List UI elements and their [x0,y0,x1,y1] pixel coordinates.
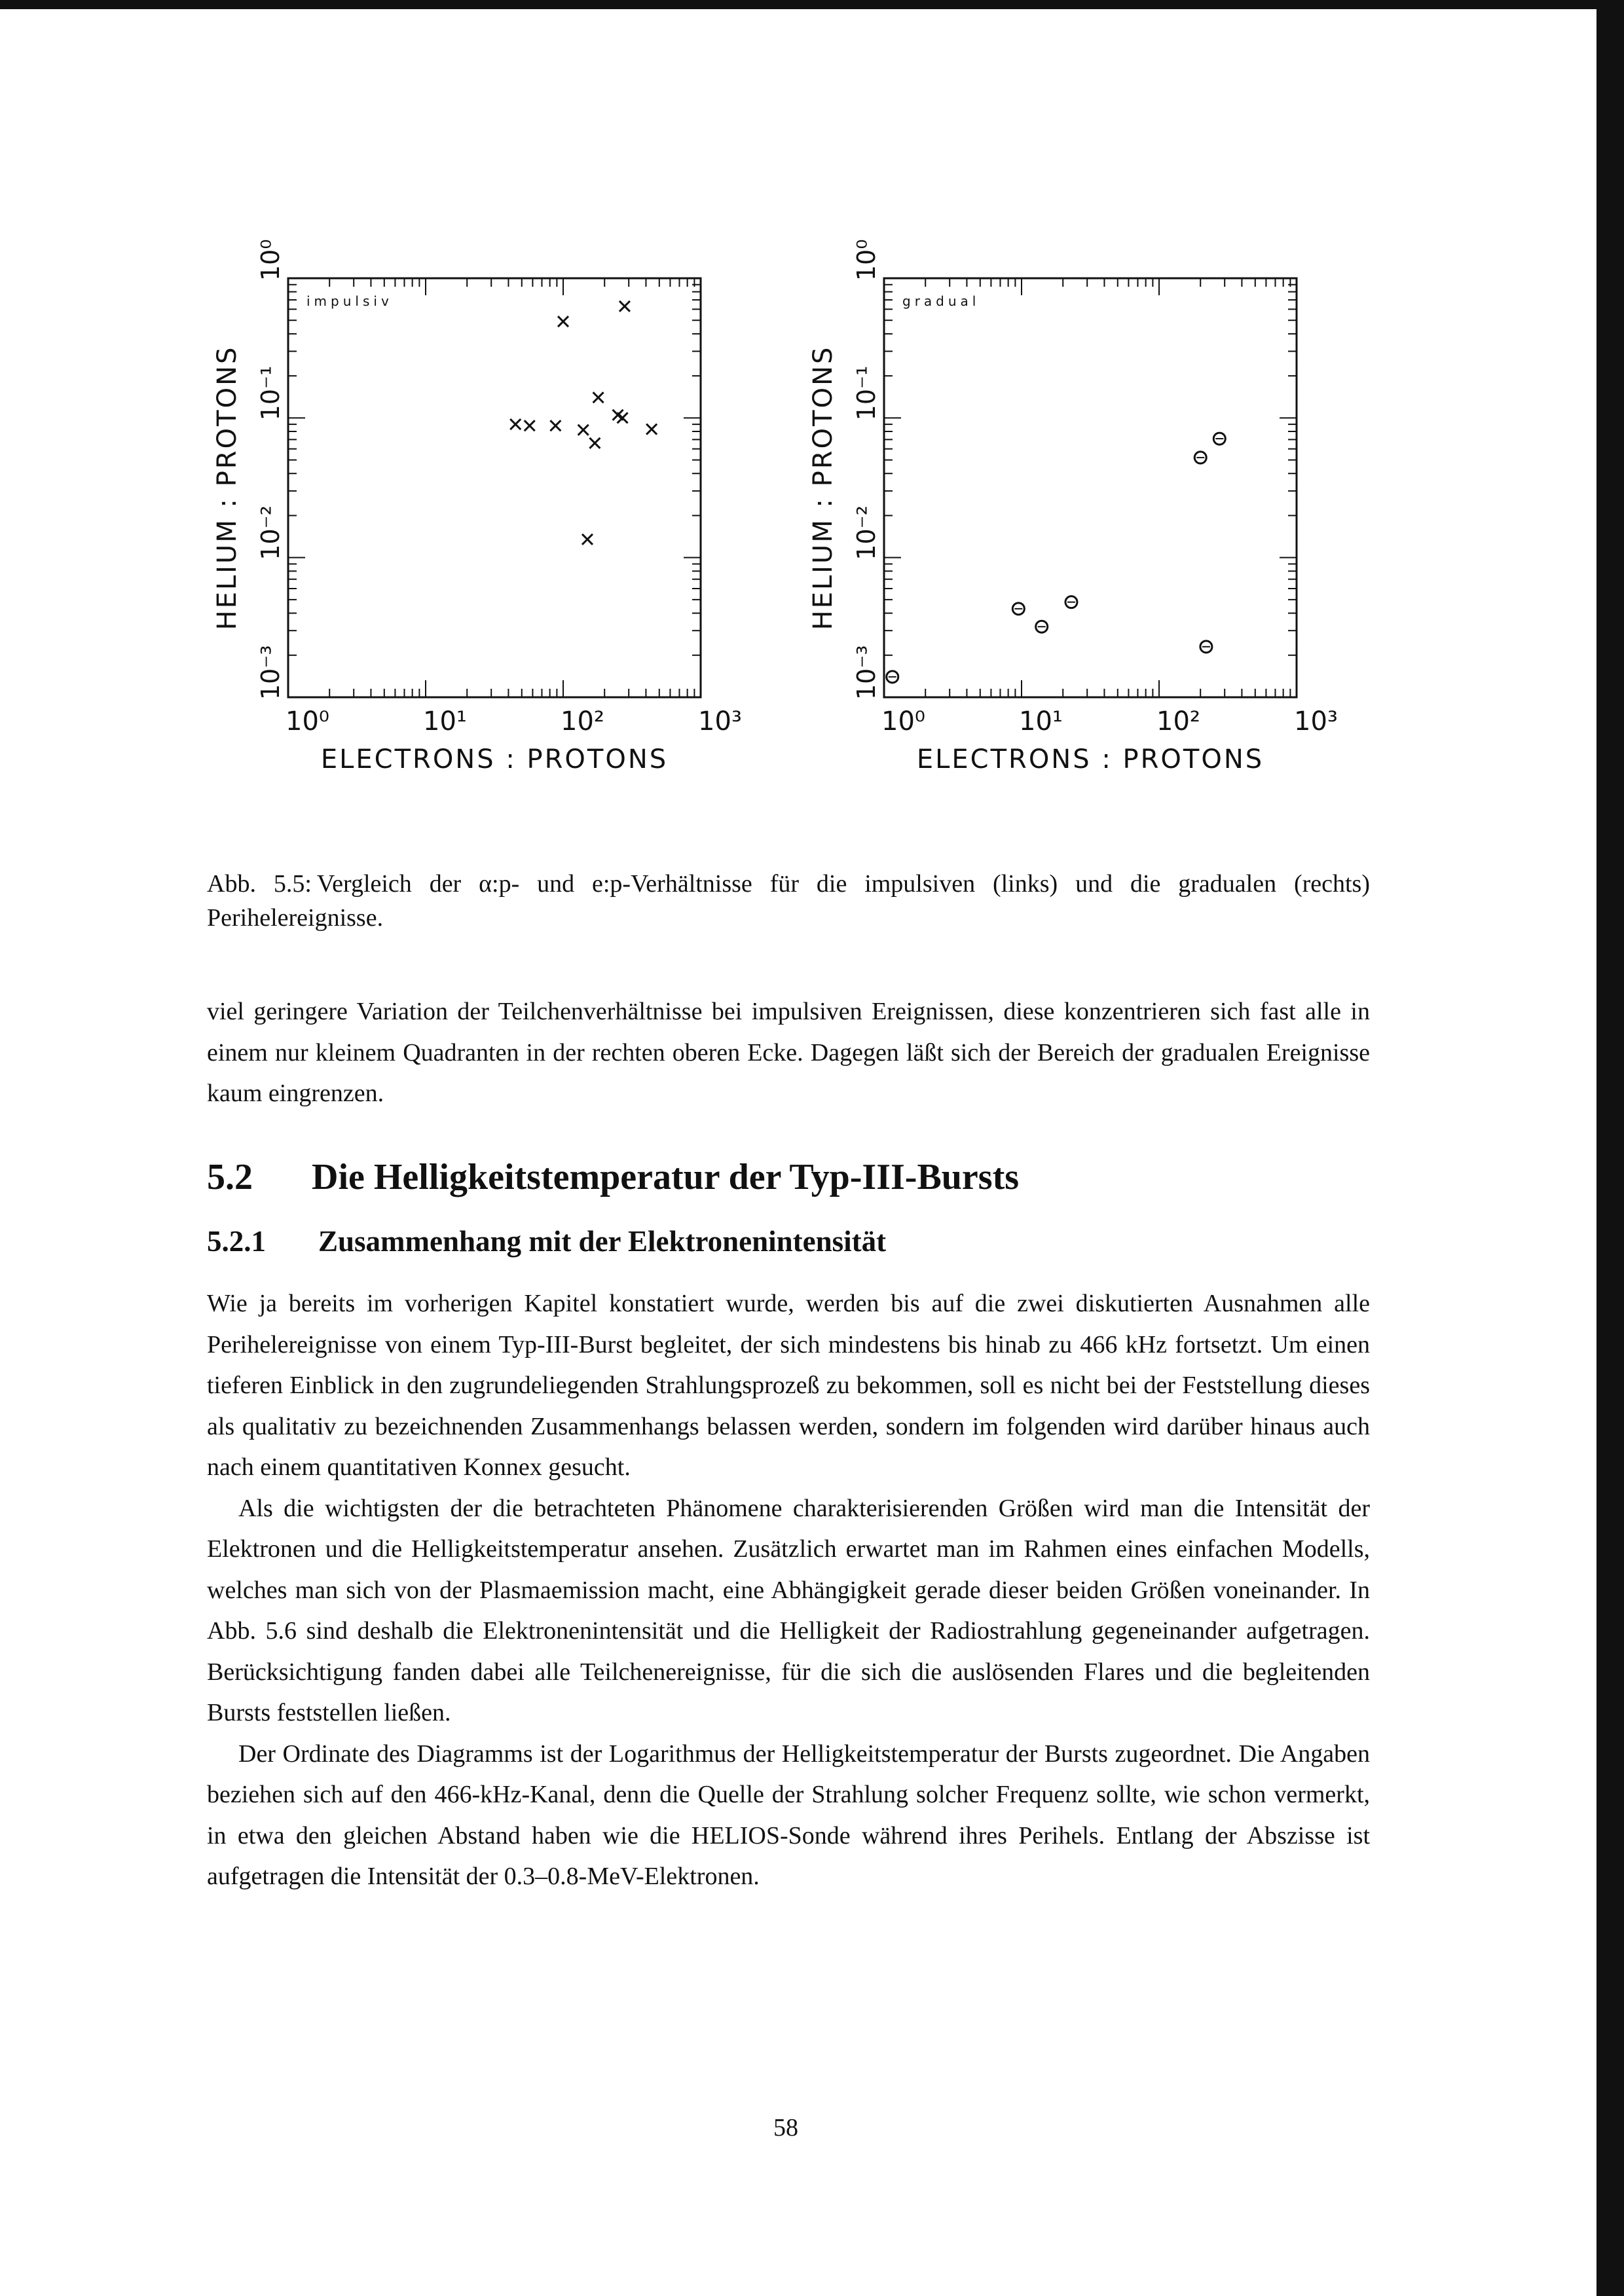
x-axis-title: ELECTRONS : PROTONS [320,744,669,774]
plot-frame [884,278,1297,697]
data-point-cross [618,412,628,423]
y-tick-label: 10⁻¹ [852,365,881,421]
y-tick-label: 10⁻¹ [256,365,285,421]
scatter-panel-impulsiv [212,239,742,774]
data-point-cross [646,424,657,435]
caption-text: Vergleich der α:p- und e:p-Verhältnisse für die impulsiven (links) und die gradualen (rechts) Perihelereignisse. [207,870,1371,932]
paragraph-3: Als die wichtigsten der die betrachteten Phänomene charakterisierenden Größen wird man die Intensität der Elektronen und die Helligkeitstemperatur ansehen. Zusätzlich erwartet man im Rahmen eines einfachen Modells, welches man sich von der Plasmaemission macht, eine Abhängigkeit gerade dieser beiden Größen voneinander. In Abb. 5.6 sind deshalb die Elektronenintensität und die Helligkeit der Radiostrahlung gegeneinander aufgetragen. Berücksichtigung fanden dabei alle Teilchenereignisse, für die sich die auslösenden Flares und die begleitenden Bursts feststellen ließen. [207,1494,1370,1726]
paragraph-4: Der Ordinate des Diagramms ist der Logarithmus der Helligkeitstemperatur der Bursts zugeordnet. Die Angaben beziehen sich auf den 466-kHz-Kanal, denn die Quelle der Strahlung solcher Frequenz sollte, wie schon vermerkt, in etwa den gleichen Abstand haben wie die HELIOS-Sonde während ihres Perihels. Entlang der Abszisse ist aufgetragen die Intensität der 0.3–0.8-MeV-Elektronen. [207,1740,1370,1890]
page-number: 58 [773,2114,798,2141]
data-point-cross [558,316,568,327]
data-point-circle [1036,621,1048,632]
y-tick-label: 10⁻² [256,505,285,560]
x-tick-label: 10³ [1294,706,1338,737]
data-point-cross [525,420,535,431]
data-point-cross [582,534,593,545]
figure-caption [207,867,1370,935]
y-tick-label: 10⁻³ [256,645,285,700]
subsection-number: 5.2.1 [207,1225,266,1258]
scatter-panel-gradual [808,239,1338,774]
figure-5-5 [196,236,1375,825]
panel-label: impulsiv [306,293,393,309]
y-axis-title: HELIUM : PROTONS [808,345,838,630]
x-tick-label: 10² [1156,706,1200,737]
data-point-cross [550,420,561,431]
data-point-circle [1213,433,1225,445]
paragraph-1-text: viel geringere Variation der Teilchenverhältnisse bei impulsiven Ereignissen, diese konzentrieren sich fast alle in einem nur kleinem Quadranten in der rechten oberen Ecke. Dagegen läßt sich der Bereich der gradualen Ereignisse kaum eingrenzen. [207,998,1370,1107]
figure-svg [196,236,1375,825]
data-point-circle [1194,452,1206,464]
data-point-cross [619,301,630,312]
data-point-circle [887,671,898,683]
x-axis-title: ELECTRONS : PROTONS [916,744,1264,774]
data-point-cross [578,425,589,435]
data-point-cross [510,419,521,429]
caption-label: Abb. 5.5: [207,870,312,898]
data-point-circle [1065,596,1077,608]
x-tick-label: 10¹ [1019,706,1063,737]
y-tick-label: 10⁻² [852,505,881,560]
plot-frame [288,278,701,697]
paragraph-1 [207,991,1370,1114]
data-point-cross [593,392,604,403]
paragraph-2: Wie ja bereits im vorherigen Kapitel konstatiert wurde, werden bis auf die zwei diskutierten Ausnahmen alle Perihelereignisse von einem Typ-III-Burst begleitet, der sich mindestens bis hinab zu 466 kHz fortsetzt. Um einen tieferen Einblick in den zugrundeliegenden Strahlungsprozeß zu bekommen, soll es nicht bei der Feststellung dieses als qualitativ zu bezeichnenden Zusammenhangs belassen werden, sondern im folgenden wird darüber hinaus auch nach einem quantitativen Konnex gesucht. [207,1290,1370,1481]
data-point-cross [589,438,600,448]
panel-label: gradual [902,293,980,309]
data-point-circle [1012,603,1024,615]
section-title: Die Helligkeitstemperatur der Typ-III-Bursts [312,1157,1020,1197]
body-paragraphs [207,1283,1370,1897]
scan-edge-top [0,0,1624,9]
subsection-heading [207,1222,1370,1261]
section-heading [207,1154,1370,1201]
x-tick-label: 10¹ [423,706,467,737]
x-tick-label: 10² [561,706,604,737]
section-number: 5.2 [207,1157,253,1197]
y-tick-label: 10⁻³ [852,645,881,700]
y-axis-title: HELIUM : PROTONS [212,345,242,630]
x-tick-label: 10³ [698,706,742,737]
x-tick-label: 10⁰ [881,706,925,737]
y-tick-label: 10⁰ [852,239,881,281]
y-tick-label: 10⁰ [256,239,285,281]
subsection-title: Zusammenhang mit der Elektronenintensität [318,1225,887,1258]
data-point-circle [1200,641,1212,653]
x-tick-label: 10⁰ [286,706,329,737]
scan-edge-right [1596,0,1624,2296]
